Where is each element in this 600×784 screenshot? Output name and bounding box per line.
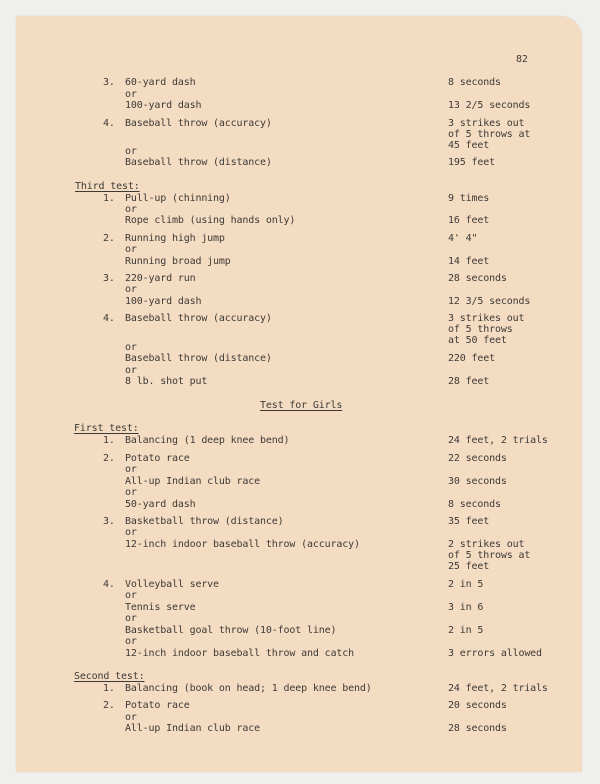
section-title-girls: Test for Girls bbox=[260, 400, 343, 411]
test-standard-line: of 5 throws at bbox=[448, 129, 531, 140]
or-separator: or bbox=[125, 636, 137, 647]
test-standard: 28 feet bbox=[448, 376, 490, 387]
item-number: 4. bbox=[103, 313, 115, 324]
or-separator: or bbox=[125, 244, 137, 255]
test-event: Volleyball serve bbox=[125, 579, 219, 590]
section-heading-second-test: Second test: bbox=[74, 671, 145, 682]
test-standard: 35 feet bbox=[448, 516, 490, 527]
test-standard: 13 2/5 seconds bbox=[448, 100, 531, 111]
test-standard: 220 feet bbox=[448, 353, 495, 364]
test-event: Baseball throw (distance) bbox=[125, 353, 272, 364]
section-heading-first-test: First test: bbox=[74, 423, 139, 434]
test-standard: 24 feet, 2 trials bbox=[448, 435, 548, 446]
test-event: 8 lb. shot put bbox=[125, 376, 208, 387]
item-number: 1. bbox=[103, 683, 115, 694]
or-separator: or bbox=[125, 527, 137, 538]
item-number: 2. bbox=[103, 453, 115, 464]
test-event: Baseball throw (accuracy) bbox=[125, 313, 272, 324]
item-number: 1. bbox=[103, 193, 115, 204]
test-event: Running high jump bbox=[125, 233, 225, 244]
test-event: Rope climb (using hands only) bbox=[125, 215, 296, 226]
test-standard: 30 seconds bbox=[448, 476, 507, 487]
test-standard: 16 feet bbox=[448, 215, 490, 226]
test-standard-line: at 50 feet bbox=[448, 335, 507, 346]
or-separator: or bbox=[125, 365, 137, 376]
test-standard: 20 seconds bbox=[448, 700, 507, 711]
test-event: 50-yard dash bbox=[125, 499, 196, 510]
test-standard: 14 feet bbox=[448, 256, 490, 267]
test-event: 100-yard dash bbox=[125, 100, 202, 111]
item-number: 2. bbox=[103, 700, 115, 711]
test-standard: 3 in 6 bbox=[448, 602, 484, 613]
item-number: 3. bbox=[103, 516, 115, 527]
test-event: Balancing (1 deep knee bend) bbox=[125, 435, 290, 446]
test-event: All-up Indian club race bbox=[125, 723, 261, 734]
test-standard: 2 in 5 bbox=[448, 625, 484, 636]
or-separator: or bbox=[125, 613, 137, 624]
test-event: 60-yard dash bbox=[125, 77, 196, 88]
test-standard-line: 45 feet bbox=[448, 140, 490, 151]
or-separator: or bbox=[125, 464, 137, 475]
test-standard: 195 feet bbox=[448, 157, 495, 168]
test-event: 220-yard run bbox=[125, 273, 196, 284]
test-event: All-up Indian club race bbox=[125, 476, 261, 487]
test-standard: 22 seconds bbox=[448, 453, 507, 464]
test-standard-line: 25 feet bbox=[448, 561, 490, 572]
test-event: 12-inch indoor baseball throw and catch bbox=[125, 648, 354, 659]
test-standard: 24 feet, 2 trials bbox=[448, 683, 548, 694]
test-standard-line: of 5 throws at bbox=[448, 550, 531, 561]
test-event: 12-inch indoor baseball throw (accuracy) bbox=[125, 539, 360, 550]
test-standard: 12 3/5 seconds bbox=[448, 296, 531, 307]
test-event: Pull-up (chinning) bbox=[125, 193, 231, 204]
or-separator: or bbox=[125, 204, 137, 215]
test-event: Basketball goal throw (10-foot line) bbox=[125, 625, 337, 636]
or-separator: or bbox=[125, 284, 137, 295]
test-standard-line: 2 strikes out bbox=[448, 539, 525, 550]
test-standard-line: 3 strikes out bbox=[448, 118, 525, 129]
or-separator: or bbox=[125, 89, 137, 100]
test-event: Potato race bbox=[125, 453, 190, 464]
test-standard: 2 in 5 bbox=[448, 579, 484, 590]
test-standard: 4' 4" bbox=[448, 233, 478, 244]
test-standard: 9 times bbox=[448, 193, 490, 204]
or-separator: or bbox=[125, 487, 137, 498]
test-event: Running broad jump bbox=[125, 256, 231, 267]
test-event: Baseball throw (accuracy) bbox=[125, 118, 272, 129]
section-heading-third-test: Third test: bbox=[75, 181, 140, 192]
item-number: 3. bbox=[103, 77, 115, 88]
or-separator: or bbox=[125, 342, 137, 353]
test-standard: 8 seconds bbox=[448, 499, 501, 510]
test-standard: 8 seconds bbox=[448, 77, 501, 88]
or-separator: or bbox=[125, 146, 137, 157]
test-event: Balancing (book on head; 1 deep knee bend) bbox=[125, 683, 372, 694]
page-number: 82 bbox=[516, 54, 528, 65]
test-event: Potato race bbox=[125, 700, 190, 711]
or-separator: or bbox=[125, 590, 137, 601]
test-standard: 28 seconds bbox=[448, 273, 507, 284]
item-number: 2. bbox=[103, 233, 115, 244]
test-standard: 28 seconds bbox=[448, 723, 507, 734]
item-number: 4. bbox=[103, 118, 115, 129]
test-standard-line: 3 strikes out bbox=[448, 313, 525, 324]
item-number: 4. bbox=[103, 579, 115, 590]
item-number: 1. bbox=[103, 435, 115, 446]
item-number: 3. bbox=[103, 273, 115, 284]
test-standard: 3 errors allowed bbox=[448, 648, 542, 659]
test-standard-line: of 5 throws bbox=[448, 324, 513, 335]
test-event: Basketball throw (distance) bbox=[125, 516, 284, 527]
test-event: 100-yard dash bbox=[125, 296, 202, 307]
or-separator: or bbox=[125, 712, 137, 723]
test-event: Tennis serve bbox=[125, 602, 196, 613]
test-event: Baseball throw (distance) bbox=[125, 157, 272, 168]
